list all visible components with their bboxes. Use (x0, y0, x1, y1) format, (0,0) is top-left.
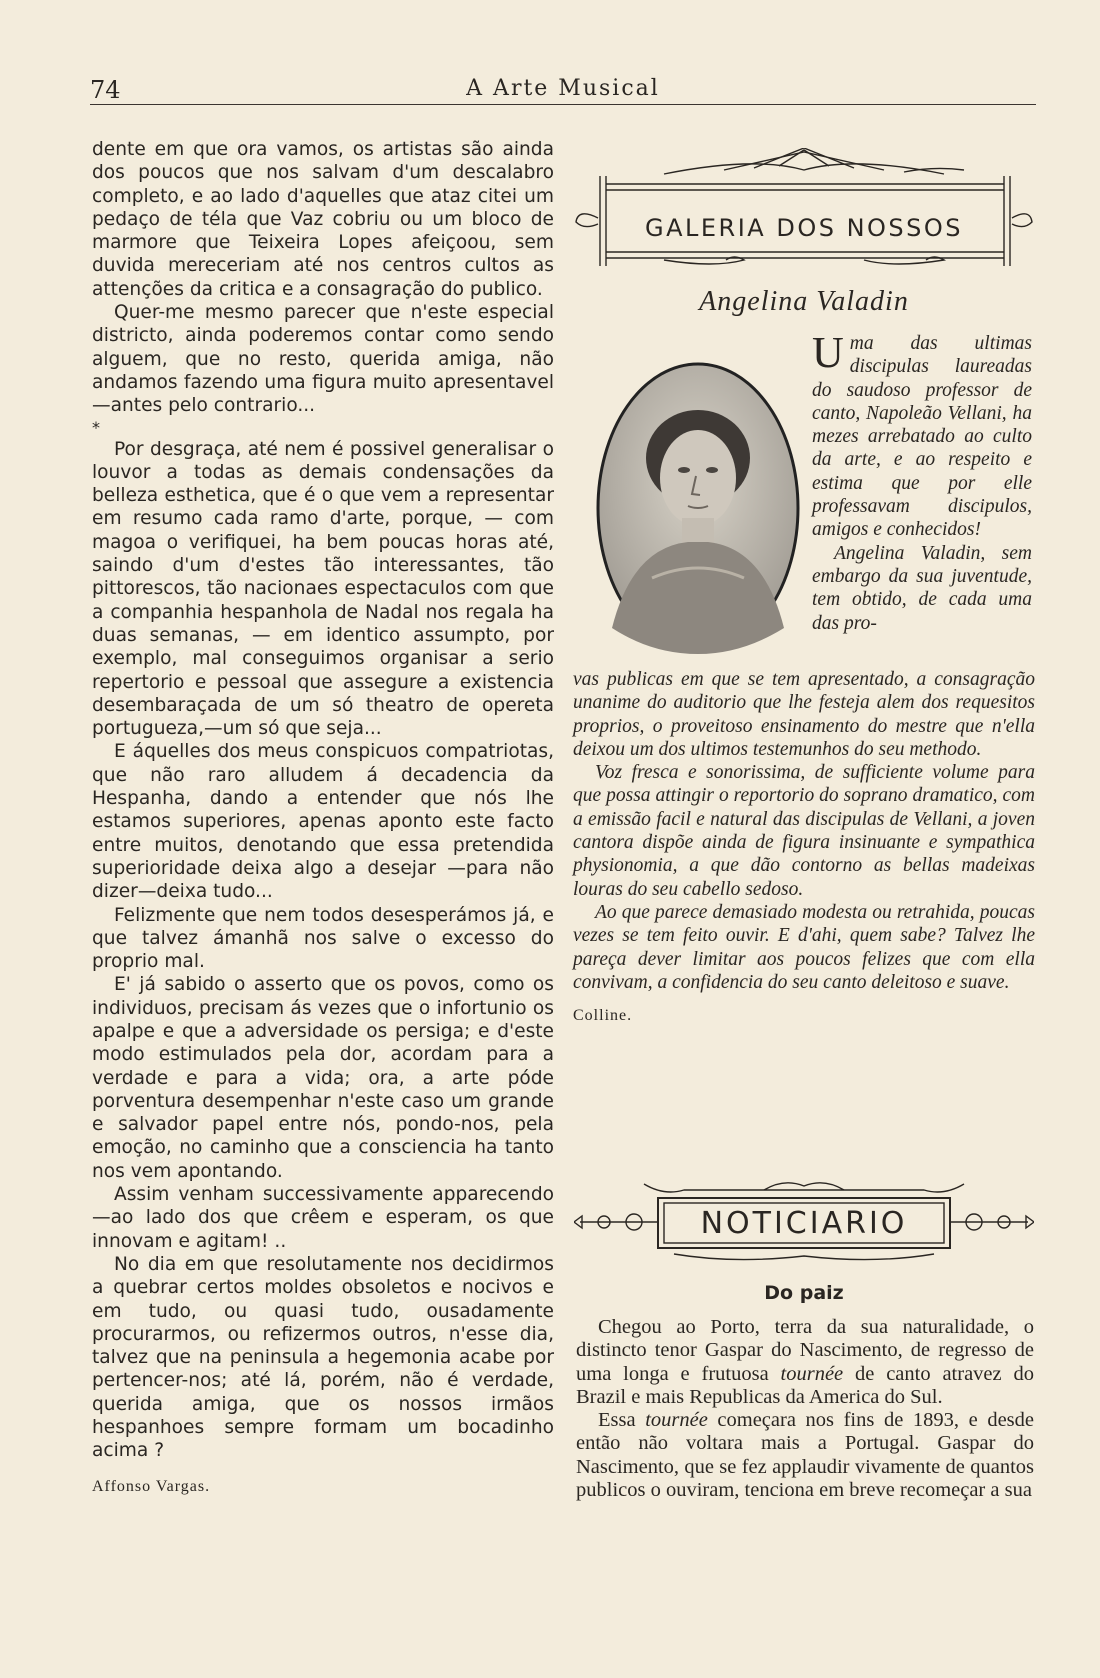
galeria-title: GALERIA DOS NOSSOS (644, 214, 964, 242)
page-number: 74 (90, 76, 121, 104)
bio-paragraph: vas publicas em que se tem apresentado, a consagração unanime do auditorio que lhe festeja alem dos requesitos proprios, o proveitoso ensinamento do mestre que n'ella deixou um dos ultimos testemunhos do seu methodo. (573, 669, 1035, 760)
bio-paragraph: Angelina Valadin, sem embargo da sua juventude, tem obtido, de cada uma das pro- (812, 542, 1032, 634)
paragraph: Felizmente que nem todos desesperámos já, e que talvez ámanhã nos salve o excesso do proprio mal. (92, 904, 554, 973)
paragraph: Quer-me mesmo parecer que n'este especial districto, ainda poderemos contar como sendo alguem, que no resto, querida amiga, não andamos fazendo uma figura muito apresentavel—antes pelo contrario... (92, 302, 554, 417)
section-heading: Do paiz (764, 1282, 844, 1304)
author-signature: Colline. (573, 1007, 633, 1025)
galeria-header (574, 148, 1034, 288)
section-separator: * (92, 417, 100, 437)
paragraph: No dia em que resolutamente nos decidirmos a quebrar certos moldes obsoletos e nocivos e em tudo, ou quasi tudo, ousadamente procurarmos, ou refizermos outros, n'esse dia, talvez que na peninsula a hegemonia acabe por pertencer-nos; até lá, porém, não é verdade, querida amiga, que os nossos irmãos hespanhoes sempre formam um bocadinho acima ? (92, 1253, 554, 1462)
subject-name: Angelina Valadin (699, 286, 909, 317)
news-paragraph: Chegou ao Porto, terra da sua naturalidade, o distincto tenor Gaspar do Nascimento, de regresso de uma longa e frutuosa tournée de canto atravez do Brazil e mais Republicas da America do Sul. (576, 1316, 1034, 1408)
author-signature: Affonso Vargas. (92, 1477, 211, 1495)
bio-paragraph: Ao que parece demasiado modesta ou retrahida, poucas vezes se tem feito ouvir. E d'ahi, quem sabe? Talvez lhe pareça dever limitar aos poucos felizes que com ella convivam, a confidencia do seu canto deleitoso e suave. (573, 901, 1035, 993)
noticiario-header (574, 1176, 1034, 1272)
bio-paragraph: Uma das ultimas discipulas laureadas do saudoso professor de canto, Napoleão Vellani, ha mezes arrebatado ao culto da arte, e ao respeito e estima que por elle professavam discipulos, amigos e conhecidos! (812, 328, 1032, 541)
news-paragraph: Essa tournée começara nos fins de 1893, e desde então não voltara mais a Portugal. Gaspar do Nascimento, que se fez applaudir vivamente de quantos publicos o ouviram, tenciona em breve recomeçar a sua (576, 1409, 1035, 1502)
galeria-full-text (573, 668, 1035, 1027)
galeria-side-text (812, 328, 1032, 635)
running-header (90, 72, 1036, 106)
paragraph: Por desgraça, até nem é possivel generalisar o louvor a todas as demais condensações da belleza esthetica, que é o que vem a representar em resumo cada ramo d'arte, porque, — com magoa o verifiquei, ha bem poucas horas até, saindo d'um d'estes tão interessantes, tão pittorescos, tão nacionaes espectaculos com que a companhia hespanhola de Nadal nos regala ha duas semanas, — em identico assumpto, por exemplo, mal conseguimos organisar a serio repertorio e pessoal que assegure a existencia desembaraçada de um só theatro de opereta portugueza,—um só que seja... (92, 438, 554, 740)
noticiario-title: NOTICIARIO (700, 1206, 908, 1241)
bio-paragraph: Voz fresca e sonorissima, de sufficiente volume para que possa attingir o reportorio do soprano dramatico, com a emissão facil e natural das discipulas de Vellani, a joven cantora dispõe ainda de figura insinuante e sympathica physionomia, a que dão contorno as bellas madeixas louras do seu cabello sedoso. (573, 762, 1035, 900)
oval-portrait-icon (592, 358, 804, 658)
paragraph: dente em que ora vamos, os artistas são ainda dos poucos que nos salvam d'um descalabro completo, e ao lado d'aquelles que ataz citei um pedaço de téla que Vaz cobriu ou um bloco de marmore que Teixeira Lopes afeiçoou, sem duvida mereceriam até nos centros cultos as attenções da critica e a consagração do publico. (92, 139, 554, 300)
news-text (576, 1316, 1034, 1502)
header-rule (90, 104, 1036, 105)
paragraph: E' já sabido o asserto que os povos, como os individuos, precisam ás vezes que o infortunio os apalpe e que a adversidade os persiga; e d'este modo estimulados pela dor, acordam para a verdade e para a vida; ora, a arte póde porventura desempenhar n'este caso um grande e salvador papel entre nós, pondo-nos, pela emoção, no caminho que a consciencia ha tanto nos vem apontando. (92, 974, 554, 1182)
paragraph: Assim venham successivamente apparecendo—ao lado dos que crêem e esperam, os que innovam e agitam! .. (92, 1184, 554, 1252)
left-column-article (92, 138, 554, 1498)
paragraph: E áquelles dos meus conspicuos compatriotas, que não raro alludem á decadencia da Hespanha, dando a entender que nós lhe estamos superiores, apenas aponto este facto entre muitos, denotando que essa pretendida superioridade deixa algo a desejar —para não dizer—deixa tudo... (92, 741, 554, 903)
journal-title: A Arte Musical (466, 76, 660, 101)
drop-cap: U (812, 328, 844, 377)
